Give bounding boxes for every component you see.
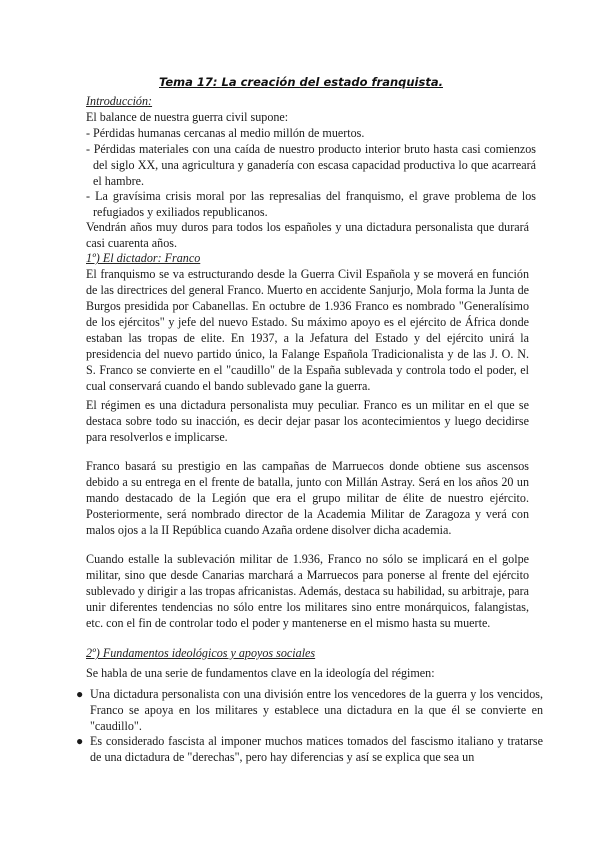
list-item-text: Una dictadura personalista con una división entre los vencedores de la guerra y los vencidos, Franco se apoya en los militares y establece una dictadura en la que él se convierte en "caudillo". xyxy=(90,687,543,733)
bullet-icon: ● xyxy=(76,734,84,748)
section1-paragraph: El régimen es una dictadura personalista muy peculiar. Franco es un militar en el que se destaca sobre todo su inacción, es decir dejar pasar los acontecimientos y luego decidirse para resolverlos e implicarse. xyxy=(86,398,529,444)
intro-item: - Pérdidas humanas cercanas al medio millón de muertos. xyxy=(86,126,365,140)
list-item xyxy=(76,686,543,734)
intro-closing: Vendrán años muy duros para todos los españoles y una dictadura personalista que durará casi cuarenta años. xyxy=(86,220,529,250)
intro-heading: Introducción: xyxy=(86,94,153,108)
section1-paragraph: El franquismo se va estructurando desde la Guerra Civil Española y se moverá en función de las directrices del general Franco. Muerto en accidente Sanjurjo, Mola forma la Junta de Burgos presidida por Cabanellas. En octubre de 1.936 Franco es nombrado "Generalísimo de los ejércitos" y jefe del nuevo Estado. Su máximo apoyo es el ejército de África donde estaban las tropas de elite. En 1937, a la Jefatura del Estado y del ejército unirá la presidencia del nuevo partido único, la Falange Española Tradicionalista y de las J. O. N. S. Franco se convierte en el "caudillo" de la España sublevada y controla todo el poder, el cual conservará cuando el bando sublevado gane la guerra. xyxy=(86,267,529,393)
section2-heading: 2º) Fundamentos ideológicos y apoyos sociales xyxy=(86,646,316,660)
section1-paragraph: Cuando estalle la sublevación militar de 1.936, Franco no sólo se implicará en el golpe militar, sino que desde Canarias marchará a Marruecos para ponerse al frente del ejército sublevado y dirigir a las tropas africanistas. Además, destaca su habilidad, su arbitraje, para unir diferentes tendencias no sólo entre los militares sino entre monárquicos, falangistas, etc. con el fin de controlar todo el poder y mantenerse en el mismo hasta su muerte. xyxy=(86,552,529,630)
intro-item: - La gravísima crisis moral por las represalias del franquismo, el grave problema de los refugiados y exiliados republicanos. xyxy=(86,189,536,219)
list-item-text: Es considerado fascista al imponer muchos matices tomados del fascismo italiano y tratarse de una dictadura de "derechas", pero hay diferencias y así se explica que sea un xyxy=(90,734,543,764)
intro-lead: El balance de nuestra guerra civil supone: xyxy=(86,110,289,124)
section2-lead: Se habla de una serie de fundamentos clave en la ideología del régimen: xyxy=(86,666,435,680)
list-item xyxy=(76,733,543,765)
section1-heading: 1º) El dictador: Franco xyxy=(86,251,201,265)
page-title: Tema 17: La creación del estado franquista. xyxy=(159,75,443,89)
section1-paragraph: Franco basará su prestigio en las campañas de Marruecos donde obtiene sus ascensos debido a su entrega en el frente de batalla, junto con Millán Astray. Será en los años 20 un mando destacado de la Legión que era el grupo militar de élite de nuestro ejército. Posteriormente, será nombrado director de la Academia Militar de Zaragoza y verá con malos ojos a la II República cuando Azaña ordene disolver dicha academia. xyxy=(86,459,529,537)
intro-item: - Pérdidas materiales con una caída de nuestro producto interior bruto hasta casi comienzos del siglo XX, una agricultura y ganadería con escasa capacidad productiva lo que acarreará el hambre. xyxy=(86,142,536,188)
bullet-icon: ● xyxy=(76,687,84,701)
